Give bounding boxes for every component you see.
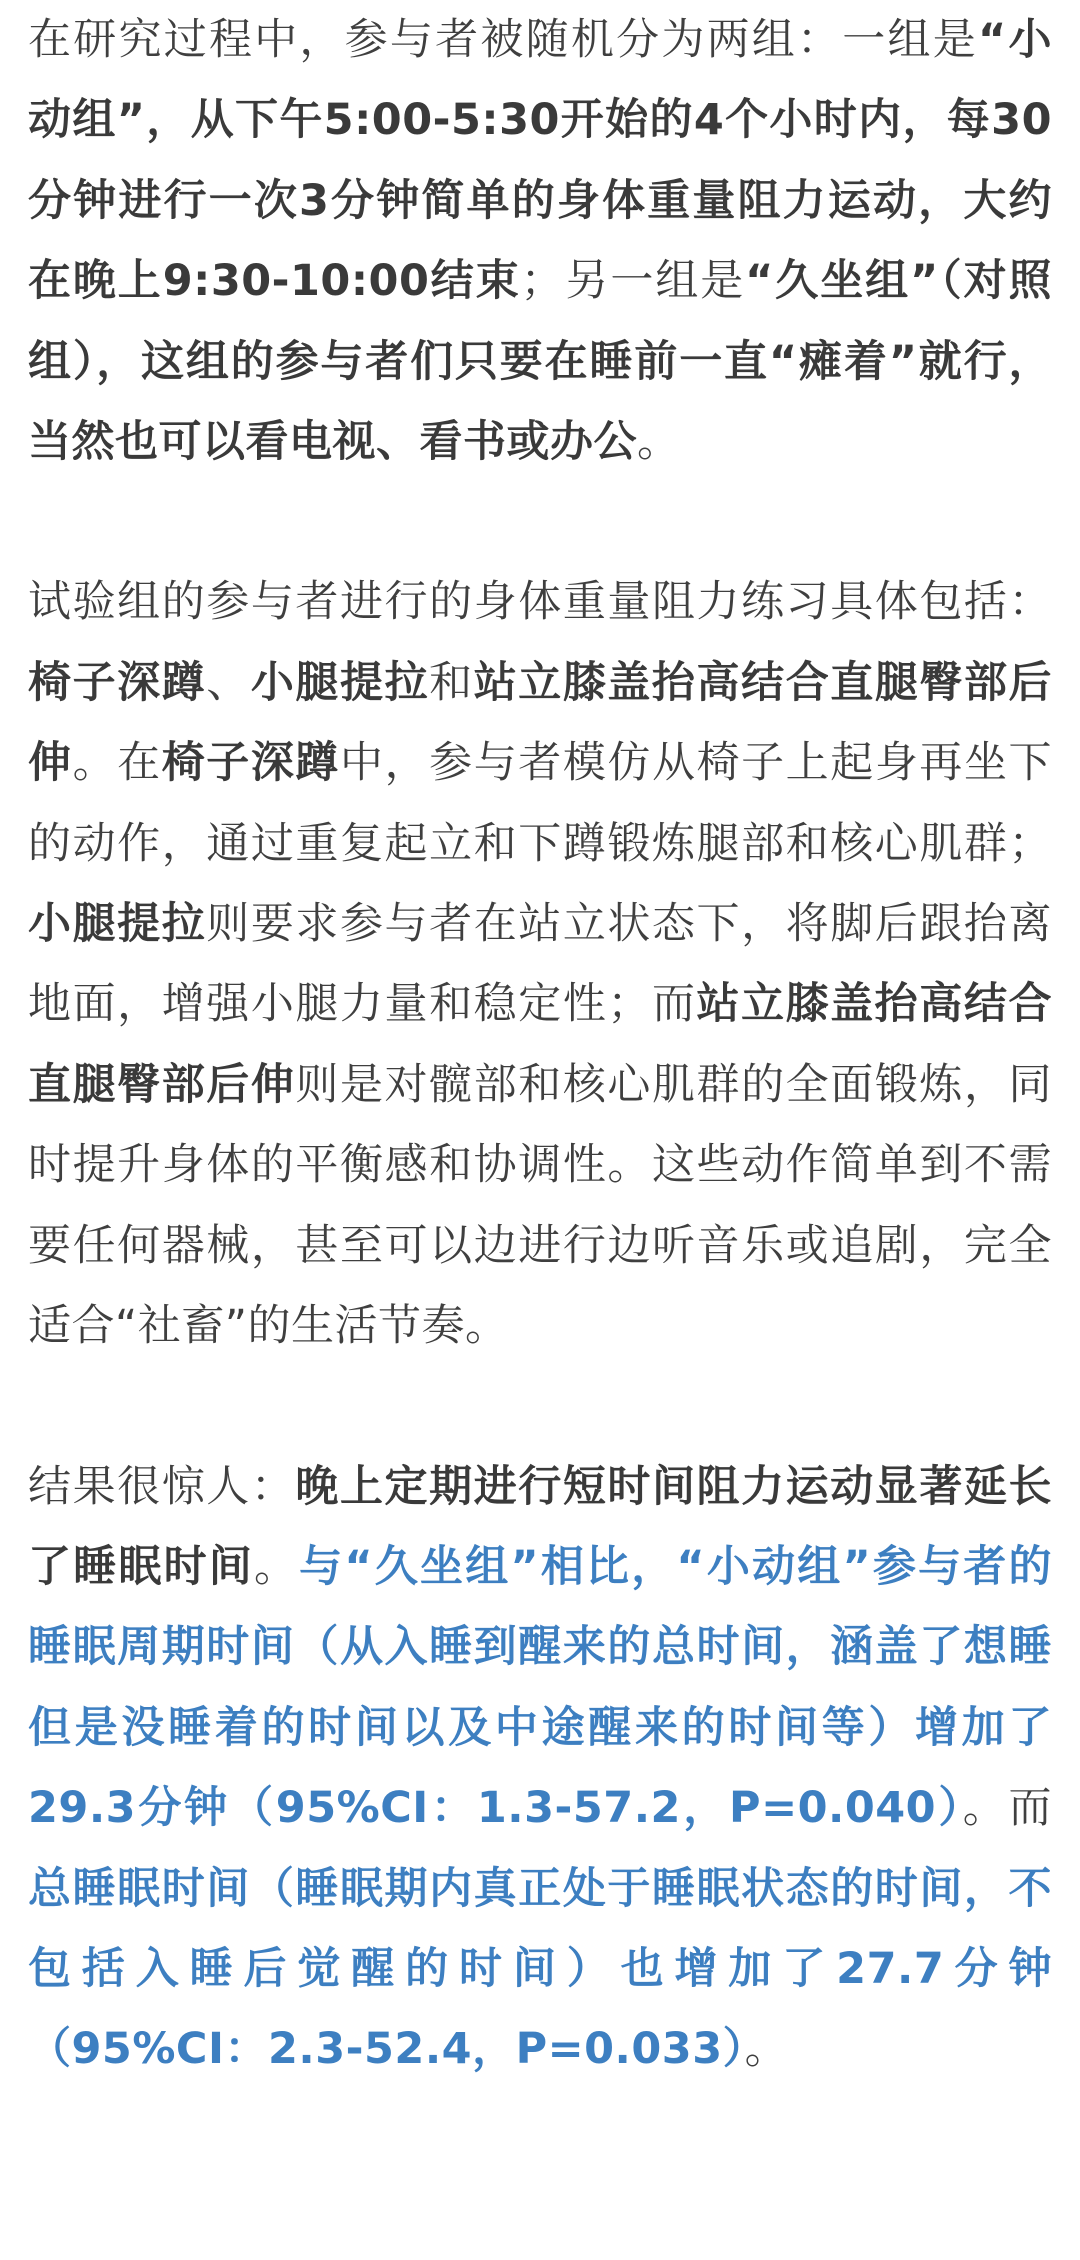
text-segment: 。而 (962, 1783, 1052, 1834)
text-segment-highlight: 与“久坐组”相比，“小动组”参与者的睡眠周期时间（从入睡到醒来的总时间，涵盖了想睡但是没睡着的时间以及中途醒来的时间等）增加了29.3分钟（95%CI：1.3-57.2，P=0.040） (28, 1541, 1053, 1834)
text-segment-bold: “小动组”，从下午5:00-5:30开始的4个小时内，每30分钟进行一次3分钟简单的身体重量阻力运动，大约在晚上9:30-10:00结束 (28, 15, 1052, 307)
text-segment-bold: 晚上定期进行短时间阻力运动显著延长了睡眠时间 (28, 1461, 1053, 1592)
text-segment-highlight: 总睡眠时间（睡眠期内真正处于睡眠状态的时间，不包括入睡后觉醒的时间）也增加了27.7分钟（95%CI：2.3-52.4，P=0.033） (28, 1863, 1052, 2075)
text-segment: 则是对髋部和核心肌群的全面锻炼，同时提升身体的平衡感和协调性。这些动作简单到不需要任何器械，甚至可以边进行边听音乐或追剧，完全适合“社畜”的生活节奏。 (28, 1059, 1053, 1352)
text-segment-bold: 小腿提拉 (250, 657, 430, 708)
text-segment-bold: “久坐组”（对照组），这组的参与者们只要在睡前一直“瘫着”就行，当然也可以看电视、看书或办公 (28, 256, 1052, 468)
text-segment: 在研究过程中，参与者被随机分为两组：一组是 (28, 15, 978, 65)
text-segment: 试验组的参与者进行的身体重量阻力练习具体包括： (28, 577, 1052, 628)
text-segment: ；另一组是 (520, 256, 746, 307)
text-segment: 、 (206, 657, 251, 708)
text-segment: 。 (744, 2024, 789, 2075)
paragraph-exercises (28, 562, 1052, 1366)
text-segment-bold: 椅子深蹲 (161, 738, 340, 789)
text-segment: 。 (637, 417, 681, 468)
text-segment-bold: 小腿提拉 (28, 899, 207, 950)
text-segment: 。在 (72, 738, 162, 789)
paragraph-study-groups (28, 0, 1052, 482)
text-segment-bold: 站立膝盖抬高结合直腿臀部后伸 (28, 657, 1053, 789)
text-segment: 。 (253, 1541, 300, 1592)
text-segment: 和 (429, 657, 474, 708)
text-segment: 结果很惊人： (28, 1461, 296, 1512)
text-segment: 中，参与者模仿从椅子上起身再坐下的动作，通过重复起立和下蹲锻炼腿部和核心肌群； (28, 738, 1053, 869)
paragraph-results (28, 1447, 1052, 2090)
text-segment-bold: 椅子深蹲 (28, 657, 207, 708)
text-segment-bold: 站立膝盖抬高结合直腿臀部后伸 (28, 979, 1053, 1110)
text-segment: 则要求参与者在站立状态下，将脚后跟抬离地面，增强小腿力量和稳定性；而 (28, 899, 1053, 1030)
